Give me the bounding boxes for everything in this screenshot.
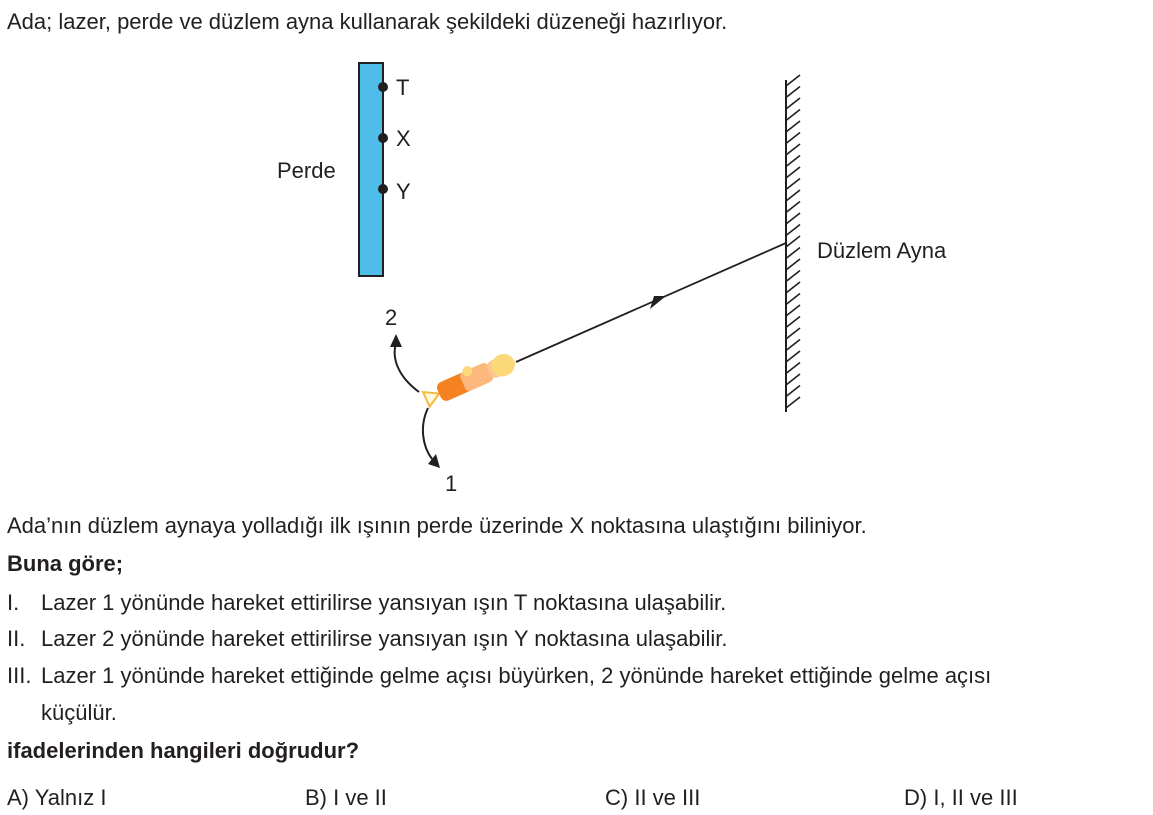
direction-2-arrow-head-icon xyxy=(390,334,402,347)
option-b[interactable]: B) I ve II xyxy=(305,785,387,810)
statement-1 xyxy=(7,590,726,616)
point-t-dot xyxy=(378,82,388,92)
point-x-dot xyxy=(378,133,388,143)
mirror-hatch xyxy=(786,167,800,178)
mirror-hatch xyxy=(786,179,800,190)
mirror-hatching xyxy=(786,75,800,408)
mirror-hatch xyxy=(786,156,800,167)
screen-label: Perde xyxy=(277,158,336,183)
mirror-hatch xyxy=(786,133,800,144)
option-c[interactable]: C) II ve III xyxy=(605,785,701,810)
intro-text: Ada; lazer, perde ve düzlem ayna kullanarak şekildeki düzeneği hazırlıyor. xyxy=(7,9,728,34)
mirror-hatch xyxy=(786,144,800,155)
mirror-hatch xyxy=(786,397,800,408)
mirror-hatch xyxy=(786,75,800,86)
statement-3-number: III. xyxy=(7,663,32,688)
point-y-dot xyxy=(378,184,388,194)
statement-3-text: Lazer 1 yönünde hareket ettiğinde gelme açısı büyürken, 2 yönünde hareket ettiğinde gelme açısı xyxy=(41,663,992,688)
laser-pointer-icon xyxy=(421,348,519,410)
statement-2-number: II. xyxy=(7,626,26,651)
direction-2-arrow xyxy=(395,343,419,392)
mirror-hatch xyxy=(786,351,800,362)
point-x-label: X xyxy=(396,126,411,151)
mirror-hatch xyxy=(786,271,800,282)
given-text: Ada’nın düzlem aynaya yolladığı ilk ışının perde üzerinde X noktasına ulaştığını biliniyor. xyxy=(7,513,867,538)
statement-3-continuation: küçülür. xyxy=(41,700,117,725)
laser-beam xyxy=(516,243,786,362)
statement-2 xyxy=(7,626,727,652)
mirror-label: Düzlem Ayna xyxy=(817,238,947,263)
lead-text: Buna göre; xyxy=(7,551,124,576)
mirror-hatch xyxy=(786,87,800,98)
screen-rect xyxy=(359,63,383,276)
mirror-hatch xyxy=(786,363,800,374)
statement-2-text: Lazer 2 yönünde hareket ettirilirse yansıyan ışın Y noktasına ulaşabilir. xyxy=(41,626,728,651)
mirror-hatch xyxy=(786,386,800,397)
statement-1-number: I. xyxy=(7,590,20,615)
mirror-hatch xyxy=(786,317,800,328)
beam-arrow-icon xyxy=(650,296,666,309)
mirror-hatch xyxy=(786,282,800,293)
option-d[interactable]: D) I, II ve III xyxy=(904,785,1018,810)
mirror-hatch xyxy=(786,294,800,305)
statement-1-text: Lazer 1 yönünde hareket ettirilirse yansıyan ışın T noktasına ulaşabilir. xyxy=(41,590,727,615)
point-y-label: Y xyxy=(396,179,411,204)
mirror-hatch xyxy=(786,190,800,201)
mirror-hatch xyxy=(786,121,800,132)
mirror-hatch xyxy=(786,248,800,259)
mirror-hatch xyxy=(786,236,800,247)
mirror-hatch xyxy=(786,259,800,270)
mirror-hatch xyxy=(786,202,800,213)
question-text: ifadelerinden hangileri doğrudur? xyxy=(7,738,360,763)
mirror-hatch xyxy=(786,98,800,109)
mirror-hatch xyxy=(786,374,800,385)
direction-1-label: 1 xyxy=(445,471,458,496)
mirror-hatch xyxy=(786,328,800,339)
point-t-label: T xyxy=(396,75,410,100)
mirror-hatch xyxy=(786,340,800,351)
statement-3 xyxy=(7,663,991,689)
mirror-hatch xyxy=(786,110,800,121)
mirror-hatch xyxy=(786,213,800,224)
direction-2-label: 2 xyxy=(385,305,398,330)
mirror-hatch xyxy=(786,305,800,316)
mirror-hatch xyxy=(786,225,800,236)
option-a[interactable]: A) Yalnız I xyxy=(7,785,107,810)
direction-1-arrow xyxy=(423,408,432,459)
